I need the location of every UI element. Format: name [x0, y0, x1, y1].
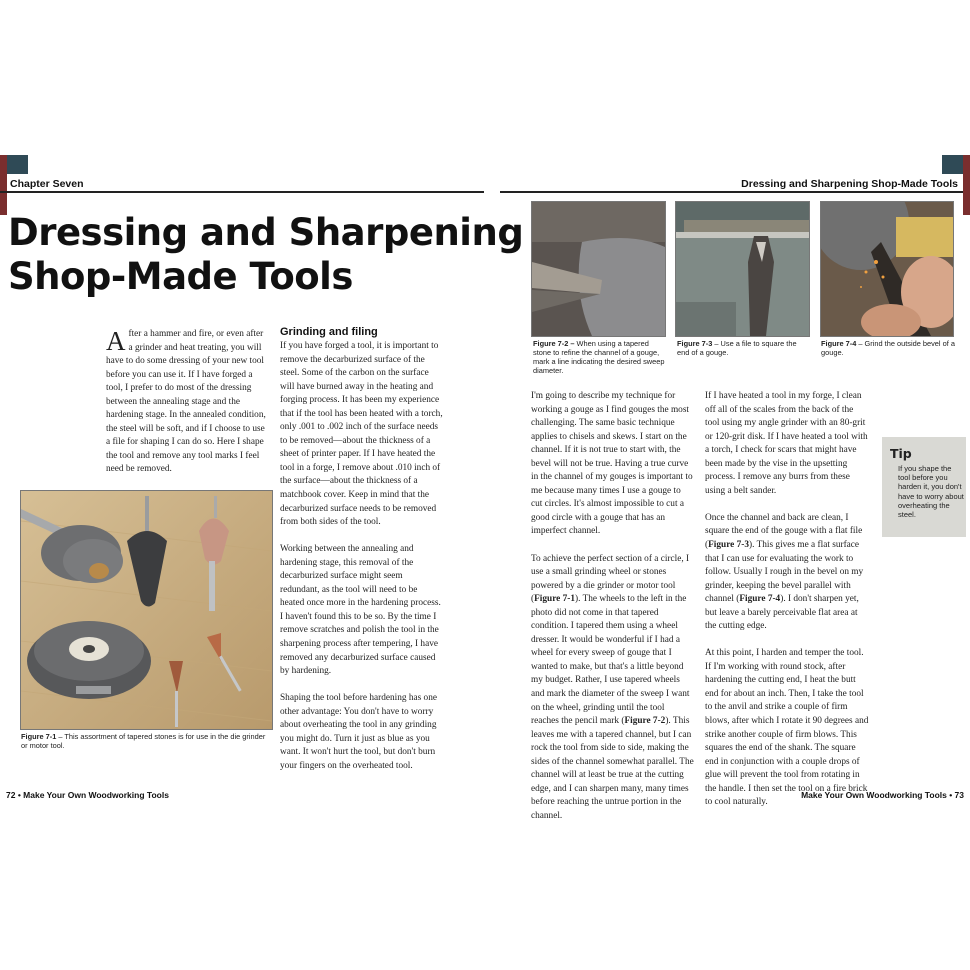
- file-squaring-gouge-image: [676, 202, 809, 336]
- col4-paragraph-3: At this point, I harden and temper the tool. If I'm working with round stock, after hardening the cutting end, I heat the butt end for about an inch. Then, I take the tool to the anvil and strike a couple of firm blows, after which I rotate it 90 degrees and strike another couple of firm blows. This squares the end of the shank. The square end in conjunction with a couple drops of glue will prevent the tool from rotating in the handle. I then set the tool on a fire brick to cool naturally.: [705, 648, 869, 808]
- title-line-1: Dressing and Sharpening: [8, 211, 524, 254]
- figure-7-4-caption: [821, 339, 959, 357]
- figure-7-4-photo: [820, 201, 954, 337]
- section-heading-grinding: Grinding and filing: [280, 326, 378, 338]
- grinding-paragraph-3: Shaping the tool before hardening has one other advantage: You don't have to worry about overheating the tool in any grinding you might do. Turn it just as blue as you want. It won't hurt the tool, but don't burn your fingers on the overheated tool.: [280, 693, 437, 771]
- figure-7-3-label: Figure 7-3: [677, 339, 713, 348]
- figure-ref-7-2: Figure 7-2: [624, 716, 666, 727]
- intro-column: [106, 328, 268, 491]
- grinding-column: [280, 326, 443, 787]
- running-head-left: Chapter Seven: [10, 178, 84, 190]
- col3-paragraph-2: To achieve the perfect section of a circle, I use a small grinding wheel or stones powered by a die grinder or motor tool (Figure 7-1). The wheels to the left in the photo did not come in that tapered condition. I tapered them using a wheel dresser. It would be wonderful if I had a wheel for every sweep of gouge that I wanted to make, but that's a little beyond my budget. Rather, I use tapered wheels and mark the diameter of the sweep I want on the wheel, grinding until the tool reaches the pencil mark (Figure 7-2). This leaves me with a tapered channel, but I can rock the tool from side to side, making the sides of the channel somewhat parallel. The channel will at least be true at the cutting edge, and I can sharpen many, many times before reaching the untrue portion in the channel.: [531, 553, 694, 821]
- header-accent-left: [0, 155, 7, 215]
- figure-7-4-text: – Grind the outside bevel of a gouge.: [821, 339, 955, 357]
- grinding-paragraph-2: Working between the annealing and hardening stage, this removal of the decarburized surface might seem redundant, as the tool will need to be heated once more in the hardening process. I haven't found this to be so. By the time I remove scratches and polish the tool in the sharpening process after tempering, I have removed any decarburized surface caused by hardening.: [280, 544, 441, 677]
- col4-paragraph-1: If I have heated a tool in my forge, I clean off all of the scales from the back of the tool using my angle grinder with an 80-grit or 120-grit disk. If I have heated a tool with a torch, I check for scars that might have been made by the vise in the upsetting process. I remove any burrs from these using a belt sander.: [705, 391, 868, 496]
- figure-7-1-text: – This assortment of tapered stones is for use in the die grinder or motor tool.: [21, 732, 266, 750]
- figure-7-1-photo: [20, 490, 273, 730]
- intro-paragraph: [106, 328, 268, 477]
- header-rule-left: [0, 191, 484, 193]
- cleaning-column: [705, 390, 869, 823]
- figure-7-3-text: – Use a file to square the end of a gouge.: [677, 339, 797, 357]
- figure-7-2-label: Figure 7-2 –: [533, 339, 575, 348]
- figure-7-4-label: Figure 7-4: [821, 339, 857, 348]
- footer-right: Make Your Own Woodworking Tools • 73: [801, 790, 964, 800]
- intro-text: fter a hammer and fire, or even after a grinder and heat treating, you will have to do some dressing of your new tool before you can use it. If I have forged a tool, I prefer to do most of the dressing between the annealing stage and the hardening stage. In the annealed condition, the steel will be soft, and if I choose to use a file for shaping I can do so. Here I shape the tool and remove any tool marks I feel need be removed.: [106, 329, 266, 475]
- figure-7-1-caption: [21, 732, 273, 750]
- figure-7-2-caption: [533, 339, 665, 375]
- tip-title: Tip: [890, 446, 912, 461]
- figure-7-1-label: Figure 7-1: [21, 732, 57, 741]
- grinding-bevel-image: [821, 202, 953, 336]
- gouge-technique-column: [531, 390, 694, 837]
- tip-box: [882, 437, 966, 537]
- title-line-2: Shop-Made Tools: [8, 255, 353, 298]
- running-head-right: Dressing and Sharpening Shop-Made Tools: [741, 178, 958, 190]
- footer-left: 72 • Make Your Own Woodworking Tools: [6, 790, 169, 800]
- figure-ref-7-4: Figure 7-4: [739, 594, 781, 605]
- header-accent-right: [963, 155, 970, 215]
- figure-ref-7-3: Figure 7-3: [708, 539, 749, 550]
- col3-paragraph-1: I'm going to describe my technique for working a gouge as I find gouges the most challenging. The same basic technique applies to chisels and skews. I start on the channel. If it is not true to start with, the bevel will not be true. Having a true curve in the channel of my gouges is important to me because many times I use a gouge to cut circles. It's almost impossible to cut a good circle with a gouge that has an imperfect channel.: [531, 391, 693, 537]
- gouge-on-stone-image: [532, 202, 665, 336]
- tip-text: If you shape the tool before you harden it, you don't have to worry about overheating the steel.: [898, 464, 964, 520]
- grinding-paragraph-1: If you have forged a tool, it is important to remove the decarburized surface of the steel. Some of the carbon on the surface will have burned away in the heating and forging process. It has been my experience that if the tool has been heated with a torch, only .001 to .002 inch of the surface needs to be removed—about the thickness of a sheet of printer paper. If I have heated the tool in a forge, I remove about .010 inch of the surface—about the thickness of a matchbook cover. Keep in mind that the decarburized surface needs to be removed from both sides of the tool.: [280, 341, 443, 528]
- page-title: [8, 211, 528, 299]
- figure-7-2-text: When using a tapered stone to refine the channel of a gouge, mark a line indicating the desired sweep diameter.: [533, 339, 665, 375]
- figure-7-3-photo: [675, 201, 810, 337]
- tapered-stones-image: [21, 491, 272, 729]
- figure-7-3-caption: [677, 339, 809, 357]
- drop-cap: A: [106, 326, 126, 356]
- figure-ref-7-1: Figure 7-1: [534, 594, 575, 605]
- figure-7-2-photo: [531, 201, 666, 337]
- col4-paragraph-2: Once the channel and back are clean, I square the end of the gouge with a flat file (Figure 7-3). This gives me a flat surface that I can use for evaluating the work to follow. Usually I rough in the bevel on my grinder, keeping the bevel parallel with channel (Figure 7-4). I don't sharpen yet, but leave a barely perceivable flat area at the cutting edge.: [705, 512, 864, 632]
- header-rule-right: [500, 191, 963, 193]
